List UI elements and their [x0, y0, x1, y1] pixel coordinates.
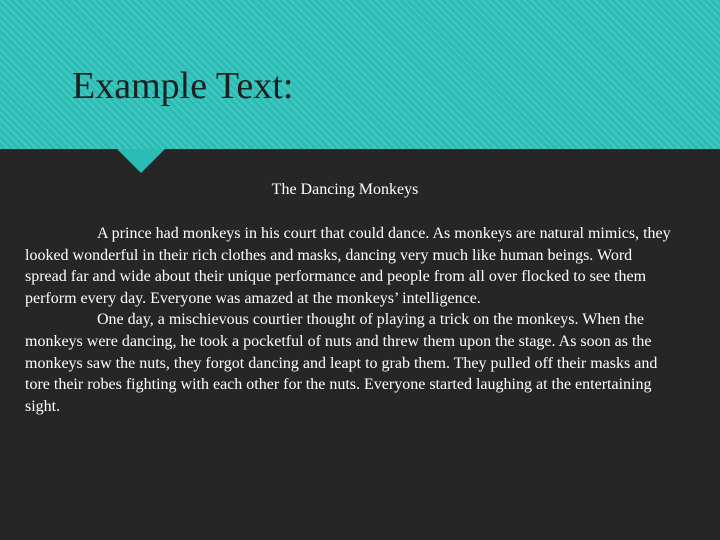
story-body — [25, 223, 675, 417]
story-paragraph: A prince had monkeys in his court that could dance. As monkeys are natural mimics, they looked wonderful in their rich clothes and masks, dancing very much like human beings. Word spread far and wide about their unique performance and people from all over flocked to see them perform every day. Everyone was amazed at the monkeys’ intelligence. — [25, 225, 671, 307]
story-paragraph: One day, a mischievous courtier thought of playing a trick on the monkeys. When the monkeys were dancing, he took a pocketful of nuts and threw them upon the stage. As soon as the monkeys saw the nuts, they forgot dancing and leapt to grab them. They pulled off their masks and tore their robes fighting with each other for the nuts. Everyone started laughing at the entertaining sight. — [25, 311, 658, 415]
story-title: The Dancing Monkeys — [271, 181, 419, 198]
slide-title: Example Text: — [72, 65, 294, 107]
banner-pointer — [117, 149, 165, 173]
title-banner — [0, 0, 720, 149]
